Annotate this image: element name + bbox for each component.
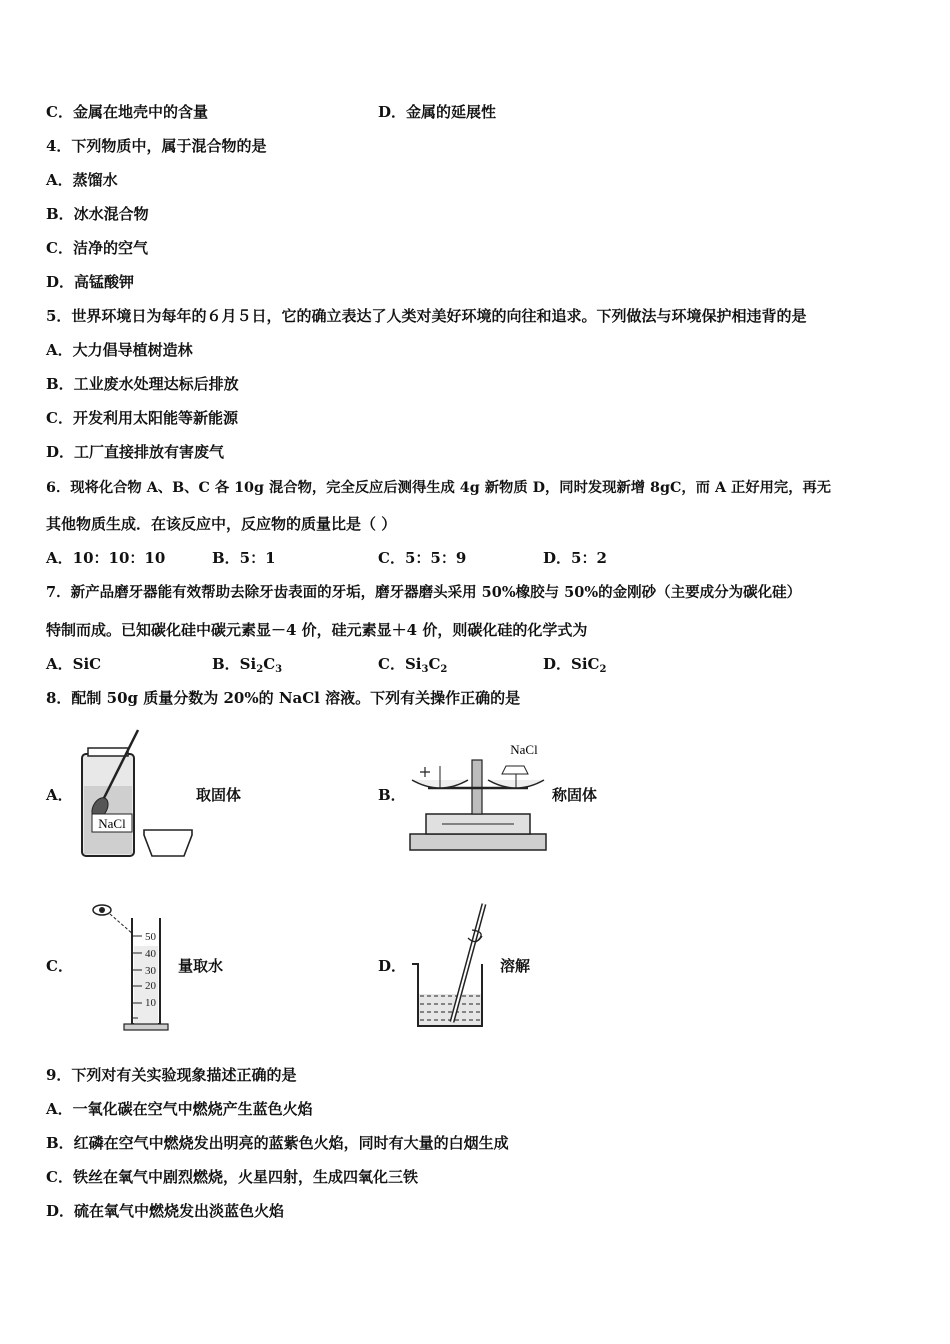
q5-option-c: C．开发利用太阳能等新能源: [46, 409, 238, 427]
q8-option-a-letter: A．: [46, 786, 73, 804]
q8-option-d-letter: D．: [378, 957, 407, 975]
cyl-tick-10: 10: [145, 997, 156, 1009]
graduated-cylinder-figure: [88, 900, 178, 1032]
q8-option-b-letter: B．: [378, 786, 406, 804]
q8-option-c-letter: C．: [46, 957, 73, 975]
cyl-tick-40: 40: [145, 948, 156, 960]
q6-option-a: A．10：10：10: [46, 549, 166, 567]
q8-option-d-text: 溶解: [500, 957, 531, 975]
nacl-bottle-label: NaCl: [98, 816, 126, 831]
q7-stem-line1: 7．新产品磨牙器能有效帮助去除牙齿表面的牙垢，磨牙器磨头采用 50%橡胶与 50%的金刚砂（主要成分为碳化硅）: [46, 584, 802, 601]
q6-option-c: C．5：5：9: [378, 549, 467, 567]
cyl-tick-20: 20: [145, 980, 156, 992]
beaker-figure: [406, 900, 496, 1032]
q8-option-b-text: 称固体: [552, 786, 598, 804]
reagent-bottle-figure: [76, 726, 196, 860]
q6-option-d: D．5：2: [543, 549, 607, 567]
q3-option-d: D．金属的延展性: [378, 103, 497, 121]
balance-figure: [406, 736, 550, 854]
q8-option-a-text: 取固体: [196, 786, 242, 804]
q4-option-a: A．蒸馏水: [46, 171, 118, 189]
nacl-balance-label: NaCl: [510, 742, 538, 757]
q7-option-c: C．$Si_3C_2$: [378, 655, 448, 675]
q7-stem-line2: 特制而成。已知碳化硅中碳元素显－4 价，硅元素显＋4 价，则碳化硅的化学式为: [46, 621, 588, 639]
q7-option-b: B．$Si_2C_3$: [212, 655, 283, 675]
q4-option-c: C．洁净的空气: [46, 239, 148, 257]
q9-option-d: D．硫在氧气中燃烧发出淡蓝色火焰: [46, 1202, 285, 1220]
q7-option-d: D．SiC$_2$: [543, 655, 607, 675]
q9-option-c: C．铁丝在氧气中剧烈燃烧，火星四射，生成四氧化三铁: [46, 1168, 418, 1186]
q4-option-d: D．高锰酸钾: [46, 273, 135, 291]
cyl-tick-50: 50: [145, 931, 156, 943]
cyl-tick-30: 30: [145, 965, 156, 977]
q9-option-b: B．红磷在空气中燃烧发出明亮的蓝紫色火焰，同时有大量的白烟生成: [46, 1134, 509, 1152]
q3-option-c: C．金属在地壳中的含量: [46, 103, 208, 121]
q6-option-b: B．5：1: [212, 549, 276, 567]
q6-stem-line1: 6．现将化合物 A、B、C 各 10g 混合物，完全反应后测得生成 4g 新物质 D，同时发现新增 8gC，而 A 正好用完，再无: [46, 480, 832, 496]
q4-option-b: B．冰水混合物: [46, 205, 149, 223]
q5-option-a: A．大力倡导植树造林: [46, 341, 193, 359]
q9-stem: 9．下列对有关实验现象描述正确的是: [46, 1066, 297, 1084]
q4-stem: 4．下列物质中，属于混合物的是: [46, 137, 267, 155]
q5-option-b: B．工业废水处理达标后排放: [46, 375, 239, 393]
q9-option-a: A．一氧化碳在空气中燃烧产生蓝色火焰: [46, 1100, 313, 1118]
q6-stem-line2: 其他物质生成．在该反应中，反应物的质量比是（ ）: [46, 515, 397, 533]
q5-option-d: D．工厂直接排放有害废气: [46, 443, 225, 461]
q8-option-c-text: 量取水: [178, 957, 224, 975]
q5-stem: 5．世界环境日为每年的６月５日，它的确立表达了人类对美好环境的向往和追求。下列做法与环境保护相违背的是: [46, 307, 807, 325]
q7-option-a: A．SiC: [46, 655, 102, 673]
q8-stem: 8．配制 50g 质量分数为 20%的 NaCl 溶液。下列有关操作正确的是: [46, 689, 521, 707]
